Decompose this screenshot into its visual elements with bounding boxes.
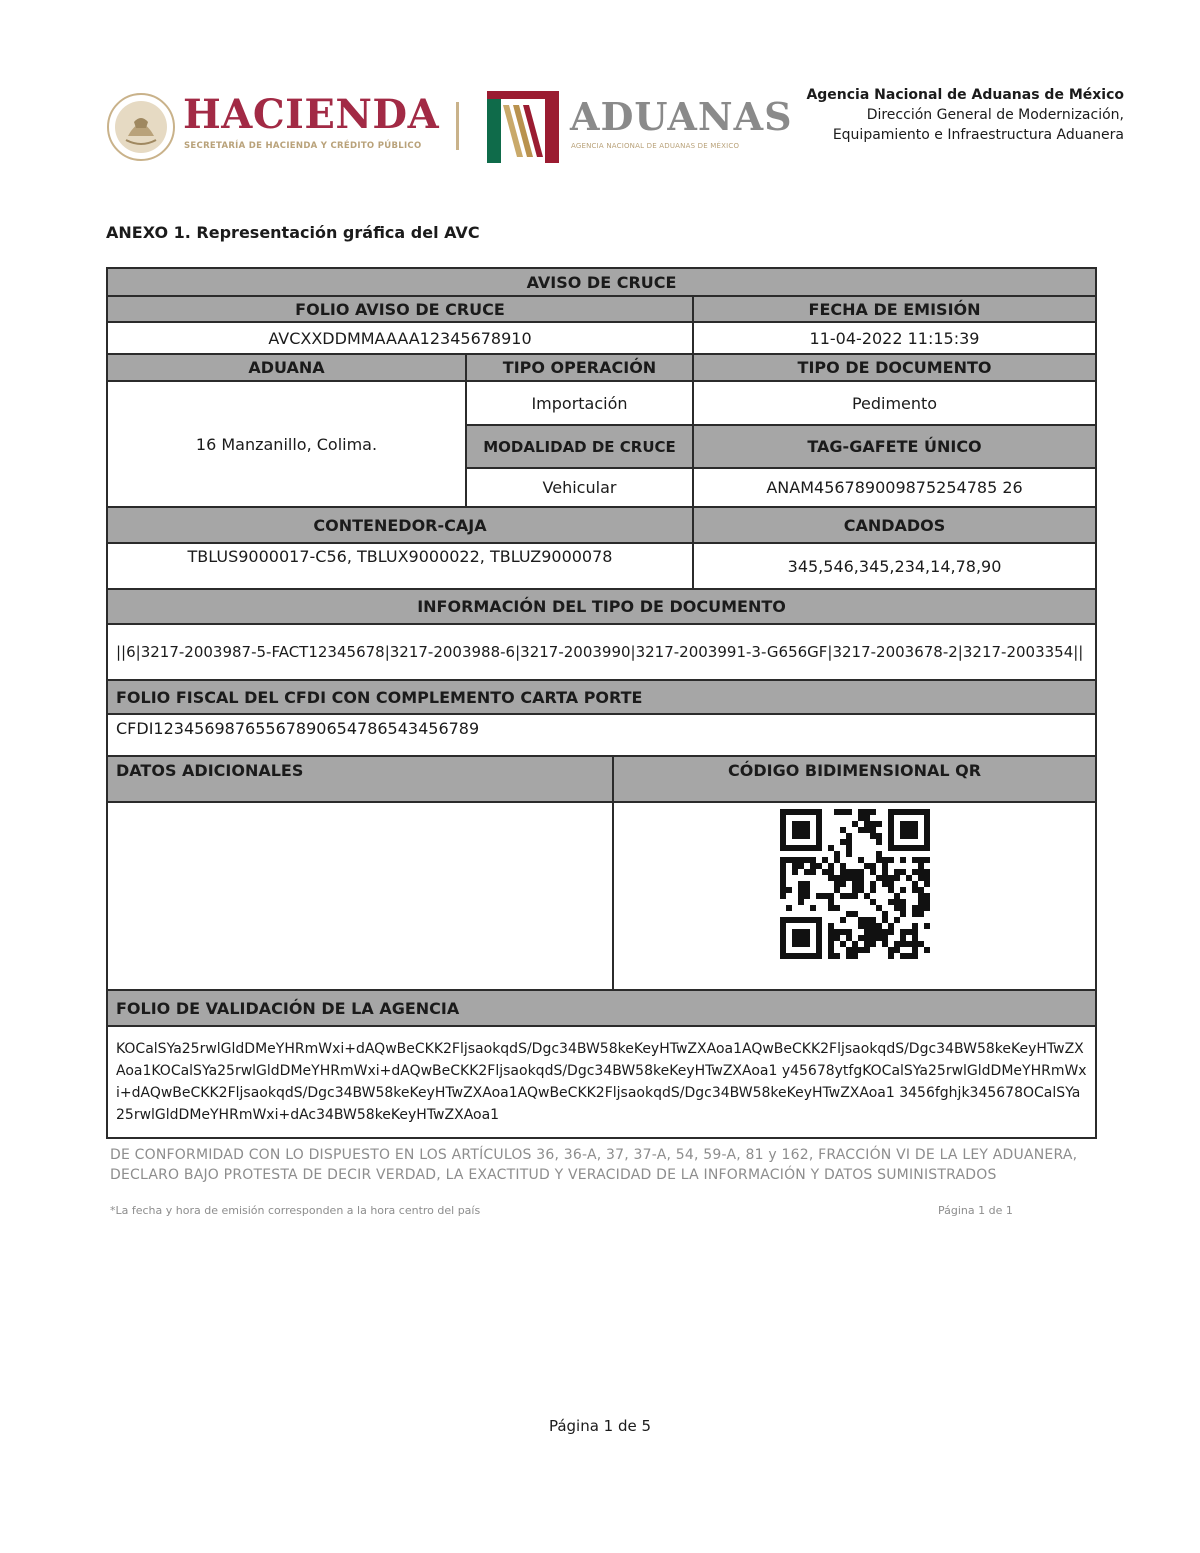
validacion-value: KOCalSYa25rwlGldDMeYHRmWxi+dAQwBeCKK2FljsaokqdS/Dgc34BW58keKeyHTwZXAoa1AQwBeCKK2FljsaokqdS/Dgc34BW58keKeyHTwZXAoa1KOCalSYa25rwlGldDMeYHRmWxi+dAQwBeCKK2FljsaokqdS/Dgc34BW58keKeyHTwZXAoa1 y45678ytfgKOCalSYa25rwlGldDMeYHRmWxi+dAQwBeCKK2FljsaokqdS/Dgc34BW58keKeyHTwZXAoa1AQwBeCKK2FljsaokqdS/Dgc34BW58keKeyHTwZXAoa1 3456fghjk345678OCalSYa25rwlGldDMeYHRmWxi+dAc34BW58keKeyHTwZXAoa1 [107,1026,1096,1138]
candados-value: 345,546,345,234,14,78,90 [693,543,1096,589]
datos-adicionales-label: DATOS ADICIONALES [107,756,613,802]
aduanas-wordmark: ADUANAS [570,94,793,139]
contenedor-value: TBLUS9000017-C56, TBLUX9000022, TBLUZ9000078 [107,543,693,589]
tag-value: ANAM456789009875254785 26 [693,468,1096,507]
annex-title: ANEXO 1. Representación gráfica del AVC [106,223,480,242]
candados-label: CANDADOS [693,507,1096,543]
agency-block [806,85,1124,145]
tipo-documento-label: TIPO DE DOCUMENTO [693,354,1096,381]
modalidad-value: Vehicular [466,468,693,507]
datos-adicionales-value [107,802,613,990]
contenedor-label: CONTENEDOR-CAJA [107,507,693,543]
aduanas-logo-icon [487,91,559,163]
aviso-de-cruce-table [106,267,1097,1139]
folio-label: FOLIO AVISO DE CRUCE [107,296,693,322]
info-documento-label: INFORMACIÓN DEL TIPO DE DOCUMENTO [107,589,1096,624]
timezone-note: *La fecha y hora de emisión corresponden a la hora centro del país [110,1204,481,1217]
mexico-coat-of-arms-icon [106,92,176,162]
tipo-operacion-value: Importación [466,381,693,425]
hacienda-wordmark: HACIENDA [183,91,440,138]
tipo-documento-value: Pedimento [693,381,1096,425]
cfdi-value: CFDI12345698765567890654786543456789 [107,714,1096,756]
fecha-label: FECHA DE EMISIÓN [693,296,1096,322]
logo-divider [456,102,459,150]
tag-label: TAG-GAFETE ÚNICO [693,425,1096,468]
modalidad-label: MODALIDAD DE CRUCE [466,425,693,468]
inner-page-number: Página 1 de 1 [938,1204,1013,1217]
aduana-label: ADUANA [107,354,466,381]
aduana-value: 16 Manzanillo, Colima. [107,381,466,507]
agency-name: Agencia Nacional de Aduanas de México [806,87,1124,103]
fecha-value: 11-04-2022 11:15:39 [693,322,1096,354]
form-title: AVISO DE CRUCE [107,268,1096,296]
page-number: Página 1 de 5 [548,1417,652,1435]
folio-value: AVCXXDDMMAAAA12345678910 [107,322,693,354]
info-documento-value: ||6|3217-2003987-5-FACT12345678|3217-2003988-6|3217-2003990|3217-2003991-3-G656GF|3217-2003678-2|3217-2003354|| [107,624,1096,680]
qr-cell [613,802,1096,990]
tipo-operacion-label: TIPO OPERACIÓN [466,354,693,381]
hacienda-subtitle: SECRETARÍA DE HACIENDA Y CRÉDITO PÚBLICO [184,141,422,151]
qr-label: CÓDIGO BIDIMENSIONAL QR [613,756,1096,802]
document-header [0,0,1200,180]
agency-directorate-line2: Equipamiento e Infraestructura Aduanera [832,127,1124,143]
cfdi-label: FOLIO FISCAL DEL CFDI CON COMPLEMENTO CARTA PORTE [107,680,1096,714]
aduanas-subtitle: AGENCIA NACIONAL DE ADUANAS DE MÉXICO [571,142,740,150]
legal-declaration: DE CONFORMIDAD CON LO DISPUESTO EN LOS ARTÍCULOS 36, 36-A, 37, 37-A, 54, 59-A, 81 y 162, FRACCIÓN VI DE LA LEY ADUANERA, DECLARO BAJO PROTESTA DE DECIR VERDAD, LA EXACTITUD Y VERACIDAD DE LA INFORMACIÓN Y DATOS SUMINISTRADOS [110,1147,1078,1183]
qr-code-icon [780,809,930,959]
validacion-label: FOLIO DE VALIDACIÓN DE LA AGENCIA [107,990,1096,1026]
agency-directorate-line1: Dirección General de Modernización, [866,107,1124,123]
